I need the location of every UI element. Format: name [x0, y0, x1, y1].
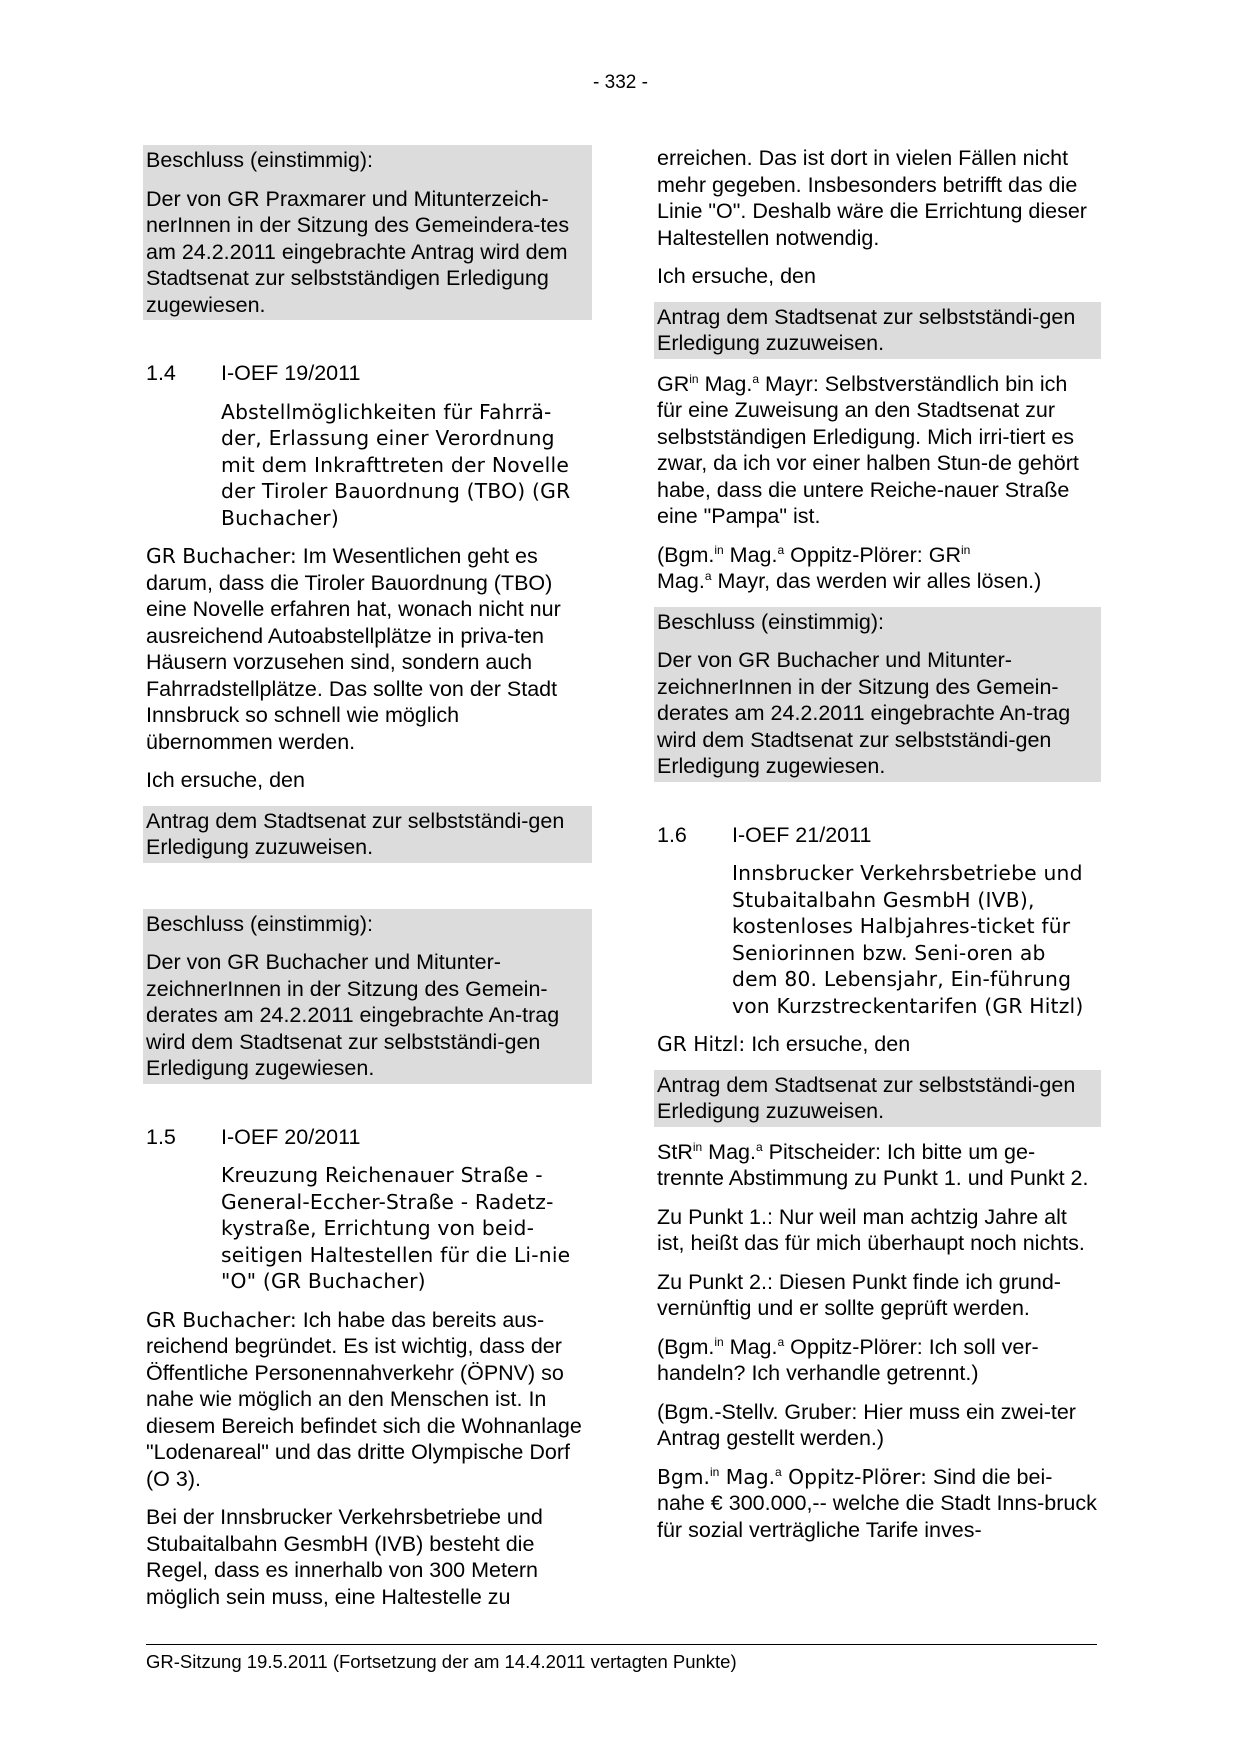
- speech-text: Im Wesentlichen geht es darum, dass die Tiroler Bauordnung (TBO) eine Novelle erfahren hat, wonach nicht nur ausreichend Autoabstellplätze in priva-ten Häusern vorzusehen sind, sondern auch Fahrradstellplätze. Das sollte von der Stadt Innsbruck so schnell wie möglich übernommen werden.: [146, 544, 561, 754]
- interjection-part: Mag.: [657, 569, 705, 593]
- motion-text: Antrag dem Stadtsenat zur selbstständi-gen Erledigung zuzuweisen.: [146, 808, 565, 859]
- speaker-name: GR Buchacher:: [146, 544, 297, 568]
- speaker-title: Mag.: [702, 1139, 756, 1164]
- page-footer: GR-Sitzung 19.5.2011 (Fortsetzung der am 14.4.2011 vertagten Punkte): [146, 1644, 1097, 1673]
- item-number: 1.5: [146, 1124, 176, 1149]
- speaker-name: Oppitz-Plörer:: [781, 1464, 927, 1489]
- speech-text: Pitscheider: Ich bitte um ge-trennte Abstimmung zu Punkt 1. und Punkt 2.: [657, 1139, 1089, 1190]
- interjection-part: (Bgm.: [657, 542, 715, 567]
- superscript: in: [960, 542, 971, 557]
- motion-box: [654, 1070, 1101, 1127]
- speech-paragraph: [657, 1464, 1097, 1544]
- motion-text: Antrag dem Stadtsenat zur selbstständi-gen Erledigung zuzuweisen.: [657, 1072, 1076, 1123]
- speech-paragraph: Zu Punkt 2.: Diesen Punkt finde ich grund-vernünftig und er sollte geprüft werden.: [657, 1269, 1061, 1320]
- interjection: [657, 542, 1097, 595]
- superscript: in: [714, 1334, 724, 1349]
- agenda-item-heading: [146, 360, 588, 387]
- interjection-part: Mag.: [723, 542, 778, 567]
- item-title-text: Abstellmöglichkeiten für Fahrrä-der, Erlassung einer Verordnung mit dem Inkrafttreten der Novelle der Tiroler Bauordnung (TBO) (GR Buchacher): [221, 399, 571, 530]
- decision-text: Der von GR Praxmarer und Mitunterzeich-nerInnen in der Sitzung des Gemeindera-tes am 24.2.2011 eingebrachte Antrag wird dem Stadtsenat zur selbstständigen Erledigung zugewiesen.: [146, 186, 570, 317]
- speaker-title: Mag.: [698, 371, 753, 396]
- speech-text: Sind die bei-nahe € 300.000,-- welche die Stadt Inns-bruck für sozial verträgliche Tarife inves-: [657, 1464, 1097, 1542]
- superscript: a: [704, 568, 712, 583]
- speech-paragraph: [146, 543, 588, 755]
- decision-box: [143, 909, 592, 1084]
- interjection-part: Mayr, das werden wir alles lösen.): [711, 569, 1042, 593]
- speaker-title: StR: [657, 1139, 693, 1164]
- speaker-name: GR Buchacher:: [146, 1307, 297, 1332]
- superscript: a: [775, 1464, 782, 1479]
- interjection-part: Mag.: [723, 1334, 778, 1359]
- item-title: [146, 1162, 588, 1295]
- speech-paragraph: Bei der Innsbrucker Verkehrsbetriebe und Stubaitalbahn GesmbH (IVB) besteht die Regel, dass es innerhalb von 300 Metern möglich sein muss, eine Haltestelle zu: [146, 1505, 543, 1609]
- item-title: [146, 399, 588, 532]
- speaker-title: Mag.: [719, 1464, 776, 1489]
- decision-heading: Beschluss (einstimmig):: [146, 148, 373, 172]
- speech-text: Ich ersuche, den: [745, 1032, 911, 1056]
- request-text: Ich ersuche, den: [657, 264, 816, 288]
- decision-heading: Beschluss (einstimmig):: [657, 609, 884, 634]
- superscript: a: [755, 1139, 763, 1154]
- superscript: in: [689, 371, 699, 386]
- item-code: I-OEF 21/2011: [732, 822, 872, 847]
- superscript: a: [752, 371, 760, 386]
- speaker-name: GR Hitzl:: [657, 1032, 746, 1056]
- superscript: in: [714, 542, 724, 557]
- interjection: [657, 1334, 1097, 1387]
- speech-text: Ich habe das bereits aus-reichend begründet. Es ist wichtig, dass der Öffentliche Personennahverkehr (ÖPNV) so nahe wie möglich an den Menschen ist. In diesem Bereich befindet sich die Wohnanlage "Lodenareal" und das dritte Olympische Dorf (O 3).: [146, 1307, 582, 1491]
- left-column: [146, 145, 588, 1622]
- speech-paragraph: [657, 1031, 1097, 1058]
- motion-box: [143, 806, 592, 863]
- speech-paragraph: Zu Punkt 1.: Nur weil man achtzig Jahre alt ist, heißt das für mich überhaupt noch nichts.: [657, 1204, 1085, 1255]
- speech-text: Selbstverständlich bin ich für eine Zuweisung an den Stadtsenat zur selbstständigen Erledigung. Mich irri-tiert es zwar, da ich vor einer halben Stun-de gehört habe, dass die untere Reiche-nauer Straße eine "Pampa" ist.: [657, 371, 1079, 528]
- decision-text: Der von GR Buchacher und Mitunter-zeichnerInnen in der Sitzung des Gemein-derates am 24.2.2011 eingebrachte An-trag wird dem Stadtsenat zur selbstständi-gen Erledigung zugewiesen.: [146, 950, 560, 1080]
- item-title-text: Kreuzung Reichenauer Straße - General-Eccher-Straße - Radetz-kystraße, Errichtung von beid-seitigen Haltestellen für die Li-nie "O" (GR Buchacher): [221, 1163, 571, 1293]
- speaker-title: GR: [657, 371, 690, 396]
- decision-text: Der von GR Buchacher und Mitunter-zeichnerInnen in der Sitzung des Gemein-derates am 24.2.2011 eingebrachte An-trag wird dem Stadtsenat zur selbstständi-gen Erledigung zugewiesen.: [657, 648, 1071, 778]
- superscript: a: [777, 542, 785, 557]
- item-title: [657, 860, 1097, 1019]
- motion-box: [654, 302, 1101, 359]
- request-text: Ich ersuche, den: [146, 768, 305, 792]
- interjection-part: Oppitz-Plörer: GR: [784, 542, 961, 567]
- speaker-title: Bgm.: [657, 1464, 710, 1489]
- speech-paragraph: [657, 1139, 1097, 1192]
- speech-paragraph: [146, 1307, 588, 1493]
- decision-box: [654, 607, 1101, 782]
- right-column: [657, 145, 1097, 1555]
- item-title-text: Innsbrucker Verkehrsbetriebe und Stubaitalbahn GesmbH (IVB), kostenloses Halbjahres-ticket für Seniorinnen bzw. Seni-oren ab dem 80. Lebensjahr, Ein-führung von Kurzstreckentarifen (GR Hitzl): [732, 861, 1084, 1018]
- item-number: 1.6: [657, 822, 687, 847]
- superscript: in: [710, 1464, 720, 1479]
- item-code: I-OEF 20/2011: [221, 1124, 361, 1149]
- agenda-item-heading: [146, 1124, 588, 1151]
- item-number: 1.4: [146, 361, 176, 385]
- page-number: - 332 -: [593, 72, 648, 93]
- agenda-item-heading: [657, 822, 1097, 849]
- motion-text: Antrag dem Stadtsenat zur selbstständi-gen Erledigung zuzuweisen.: [657, 304, 1076, 355]
- interjection-part: (Bgm.: [657, 1334, 715, 1359]
- decision-heading: Beschluss (einstimmig):: [146, 911, 373, 936]
- speech-paragraph: [657, 371, 1097, 530]
- superscript: a: [777, 1334, 785, 1349]
- superscript: in: [692, 1139, 703, 1154]
- speaker-name: Mayr:: [759, 371, 819, 396]
- interjection-part: Oppitz-Plörer: Ich soll ver-handeln? Ich verhandle getrennt.): [657, 1334, 1039, 1385]
- continued-paragraph: erreichen. Das ist dort in vielen Fällen nicht mehr gegeben. Insbesonders betrifft das die Linie "O". Deshalb wäre die Errichtung dieser Haltestellen notwendig.: [657, 146, 1087, 250]
- item-code: I-OEF 19/2011: [221, 361, 361, 385]
- decision-box: [143, 145, 592, 320]
- interjection: (Bgm.-Stellv. Gruber: Hier muss ein zwei-ter Antrag gestellt werden.): [657, 1399, 1076, 1450]
